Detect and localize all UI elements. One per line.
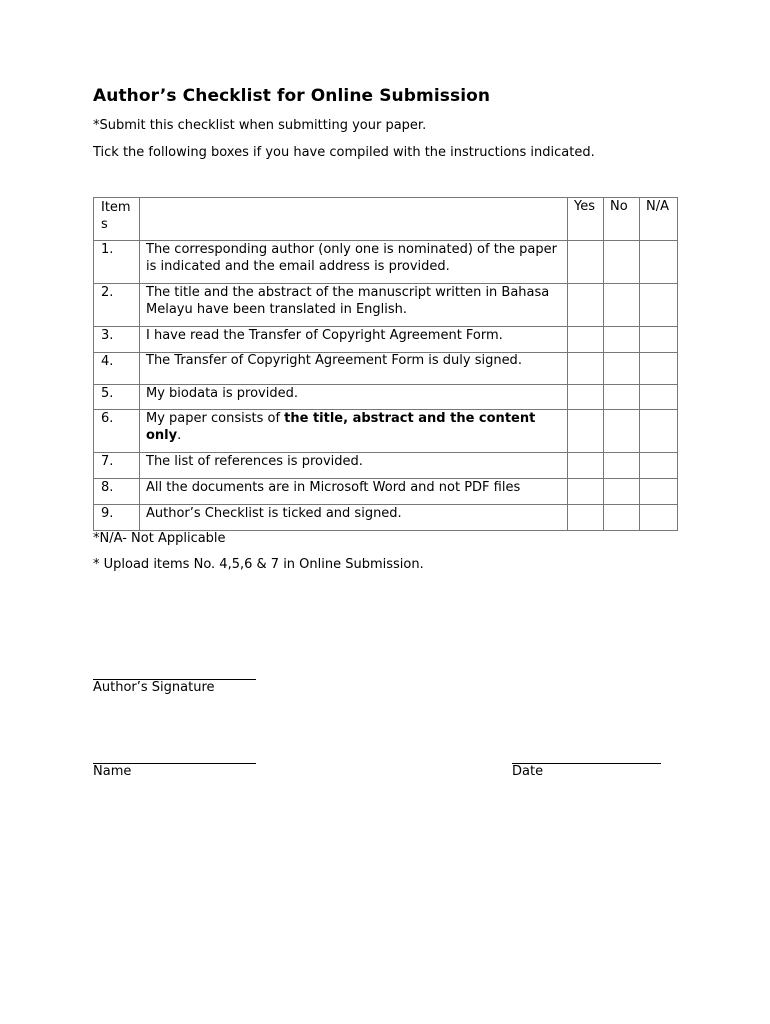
no-checkbox[interactable]	[604, 385, 640, 410]
header-yes: Yes	[568, 198, 604, 241]
header-na: N/A	[640, 198, 678, 241]
upload-footnote: * Upload items No. 4,5,6 & 7 in Online Submission.	[93, 557, 424, 572]
checklist-table	[93, 197, 678, 531]
na-checkbox[interactable]	[640, 353, 678, 385]
row-text-prefix: My paper consists of	[146, 411, 285, 426]
no-checkbox[interactable]	[604, 410, 640, 453]
yes-checkbox[interactable]	[568, 479, 604, 505]
row-text-suffix: .	[177, 428, 182, 443]
no-checkbox[interactable]	[604, 327, 640, 353]
row-number: 5.	[94, 385, 140, 410]
no-checkbox[interactable]	[604, 353, 640, 385]
row-text: Author’s Checklist is ticked and signed.	[140, 505, 568, 531]
header-description	[140, 198, 568, 241]
date-label: Date	[512, 764, 544, 779]
table-header-row	[94, 198, 678, 241]
row-text: The title and the abstract of the manuscript written in Bahasa Melayu have been translated in English.	[140, 284, 568, 327]
table-row	[94, 479, 678, 505]
row-text	[140, 410, 568, 453]
yes-checkbox[interactable]	[568, 410, 604, 453]
na-checkbox[interactable]	[640, 327, 678, 353]
no-checkbox[interactable]	[604, 241, 640, 284]
page-title: Author’s Checklist for Online Submission	[93, 86, 491, 106]
table-row	[94, 453, 678, 479]
row-number: 3.	[94, 327, 140, 353]
row-text-bold: the title, abstract and the content only	[146, 411, 536, 443]
na-checkbox[interactable]	[640, 241, 678, 284]
instruction-text: Tick the following boxes if you have compiled with the instructions indicated.	[93, 145, 595, 160]
row-number: 1.	[94, 241, 140, 284]
yes-checkbox[interactable]	[568, 385, 604, 410]
submit-note: *Submit this checklist when submitting your paper.	[93, 118, 427, 133]
na-checkbox[interactable]	[640, 410, 678, 453]
na-checkbox[interactable]	[640, 479, 678, 505]
table-row	[94, 410, 678, 453]
name-label: Name	[93, 764, 132, 779]
table-row	[94, 505, 678, 531]
row-text: I have read the Transfer of Copyright Agreement Form.	[140, 327, 568, 353]
na-checkbox[interactable]	[640, 385, 678, 410]
table-row	[94, 385, 678, 410]
no-checkbox[interactable]	[604, 505, 640, 531]
row-text: The list of references is provided.	[140, 453, 568, 479]
header-items: Items	[94, 198, 140, 241]
row-text: My biodata is provided.	[140, 385, 568, 410]
row-number: 8.	[94, 479, 140, 505]
no-checkbox[interactable]	[604, 453, 640, 479]
row-text: The corresponding author (only one is nominated) of the paper is indicated and the email address is provided.	[140, 241, 568, 284]
header-no: No	[604, 198, 640, 241]
yes-checkbox[interactable]	[568, 353, 604, 385]
yes-checkbox[interactable]	[568, 453, 604, 479]
row-number: 7.	[94, 453, 140, 479]
table-row	[94, 327, 678, 353]
row-number: 6.	[94, 410, 140, 453]
na-checkbox[interactable]	[640, 505, 678, 531]
yes-checkbox[interactable]	[568, 327, 604, 353]
row-text: All the documents are in Microsoft Word and not PDF files	[140, 479, 568, 505]
row-text: The Transfer of Copyright Agreement Form is duly signed.	[140, 353, 568, 385]
yes-checkbox[interactable]	[568, 284, 604, 327]
table-row	[94, 284, 678, 327]
author-signature-label: Author’s Signature	[93, 680, 215, 695]
table-row	[94, 353, 678, 385]
row-number: 2.	[94, 284, 140, 327]
row-number: 4.	[94, 353, 140, 385]
no-checkbox[interactable]	[604, 284, 640, 327]
no-checkbox[interactable]	[604, 479, 640, 505]
yes-checkbox[interactable]	[568, 241, 604, 284]
yes-checkbox[interactable]	[568, 505, 604, 531]
na-checkbox[interactable]	[640, 453, 678, 479]
row-number: 9.	[94, 505, 140, 531]
table-row	[94, 241, 678, 284]
na-checkbox[interactable]	[640, 284, 678, 327]
na-footnote: *N/A- Not Applicable	[93, 531, 226, 546]
